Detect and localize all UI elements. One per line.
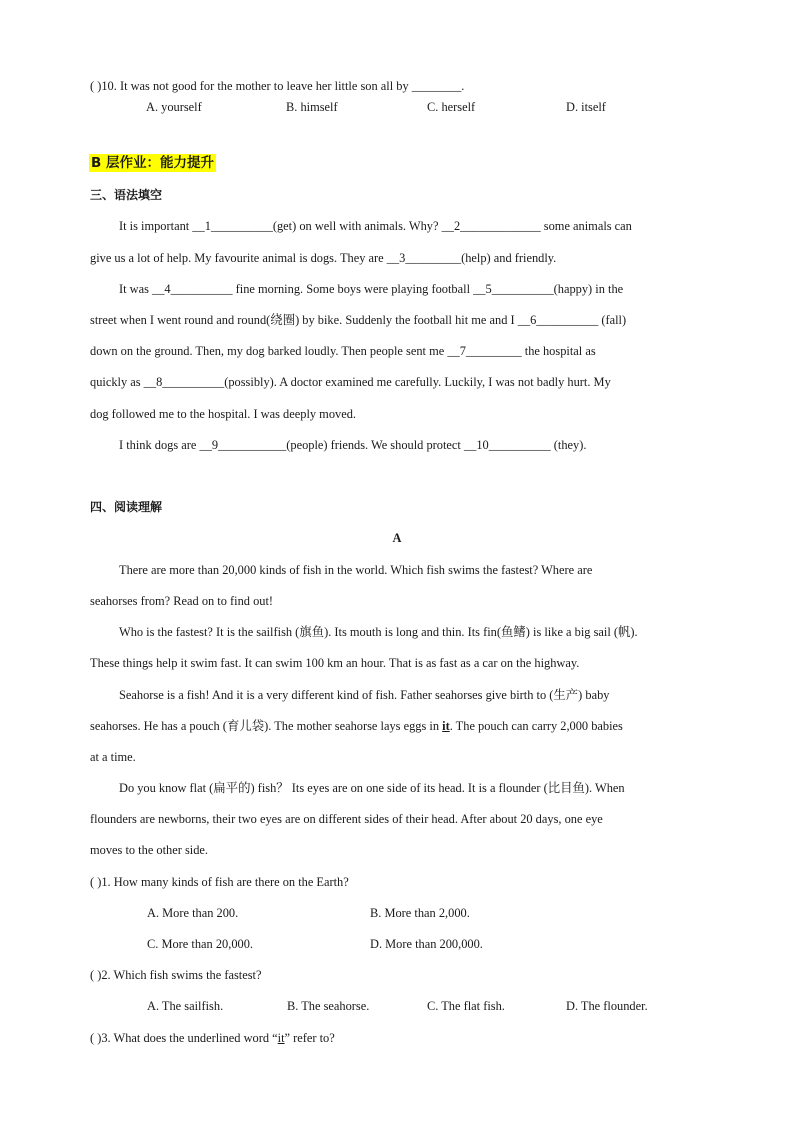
question-10 (90, 78, 464, 94)
option-d: D. The flounder. (566, 999, 648, 1013)
option-a: A. The sailfish. (147, 999, 224, 1013)
reading-question-1 (90, 874, 349, 890)
reading-question-2 (90, 967, 262, 983)
reading-p4-line2: flounders are newborns, their two eyes are on different sides of their head. After about 20 days, one eye (90, 812, 603, 826)
question-stem: 10. It was not good for the mother to leave her little son all by ________. (101, 79, 465, 93)
reading-heading: 四、阅读理解 (90, 500, 163, 514)
grammar-p2-line3: down on the ground. Then, my dog barked loudly. Then people sent me __7_________ the hospital as (90, 344, 596, 358)
grammar-p2-line1: It was __4__________ fine morning. Some boys were playing football __5__________(happy) in the (119, 282, 624, 296)
option-b: B. himself (286, 100, 338, 114)
reading-p2-line1: Who is the fastest? It is the sailfish (旗鱼). Its mouth is long and thin. Its fin(鱼鳍) is like a big sail (帆). (119, 625, 638, 639)
option-a: A. More than 200. (147, 906, 239, 920)
reading-p3-line3: at a time. (90, 750, 136, 764)
answer-paren: ( ) (90, 79, 102, 93)
reading-p1-line2: seahorses from? Read on to find out! (90, 594, 274, 608)
answer-paren: ( ) (90, 968, 102, 982)
reading-p4-line1: Do you know flat (扁平的) fish？ Its eyes are on one side of its head. It is a flounder (比目鱼). When (119, 781, 625, 795)
reading-p3-line2: seahorses. He has a pouch (育儿袋). The mother seahorse lays eggs in it. The pouch can carry 2,000 babies (90, 719, 623, 733)
question-stem: 2. Which fish swims the fastest? (101, 968, 262, 982)
underlined-word-it: it (442, 719, 450, 733)
reading-p3-line1: Seahorse is a fish! And it is a very different kind of fish. Father seahorses give birth to (生产) baby (119, 688, 610, 702)
grammar-p2-line5: dog followed me to the hospital. I was deeply moved. (90, 407, 356, 421)
reading-question-3: ( )3. What does the underlined word “it” refer to? (90, 1031, 335, 1045)
option-b: B. The seahorse. (287, 999, 370, 1013)
grammar-heading: 三、语法填空 (90, 188, 163, 202)
grammar-p1-line2: give us a lot of help. My favourite animal is dogs. They are __3_________(help) and friendly. (90, 251, 557, 265)
answer-paren: ( ) (90, 1031, 102, 1045)
reading-p2-line2: These things help it swim fast. It can swim 100 km an hour. That is as fast as a car on the highway. (90, 656, 580, 670)
option-c: C. herself (427, 100, 476, 114)
underlined-word-it: it (277, 1031, 285, 1045)
section-b-title (89, 155, 216, 171)
reading-p1-line1: There are more than 20,000 kinds of fish in the world. Which fish swims the fastest? Where are (119, 563, 593, 577)
reading-p4-line3: moves to the other side. (90, 843, 209, 857)
grammar-p1-line1: It is important __1__________(get) on well with animals. Why? __2_____________ some animals can (119, 219, 632, 233)
grammar-p2-line2: street when I went round and round(绕圈) by bike. Suddenly the football hit me and I __6__________ (fall) (90, 313, 627, 327)
question-stem: 1. How many kinds of fish are there on the Earth? (101, 875, 349, 889)
grammar-p3: I think dogs are __9___________(people) friends. We should protect __10__________ (they). (119, 438, 587, 452)
option-d: D. More than 200,000. (370, 937, 483, 951)
option-c: C. The flat fish. (427, 999, 505, 1013)
passage-label: A (392, 531, 402, 545)
answer-paren: ( ) (90, 875, 102, 889)
option-d: D. itself (566, 100, 606, 114)
option-a: A. yourself (146, 100, 202, 114)
option-c: C. More than 20,000. (147, 937, 253, 951)
grammar-p2-line4: quickly as __8__________(possibly). A doctor examined me carefully. Luckily, I was not badly hurt. My (90, 375, 611, 389)
option-b: B. More than 2,000. (370, 906, 470, 920)
section-b-highlight: B 层作业：能力提升 (91, 155, 214, 171)
